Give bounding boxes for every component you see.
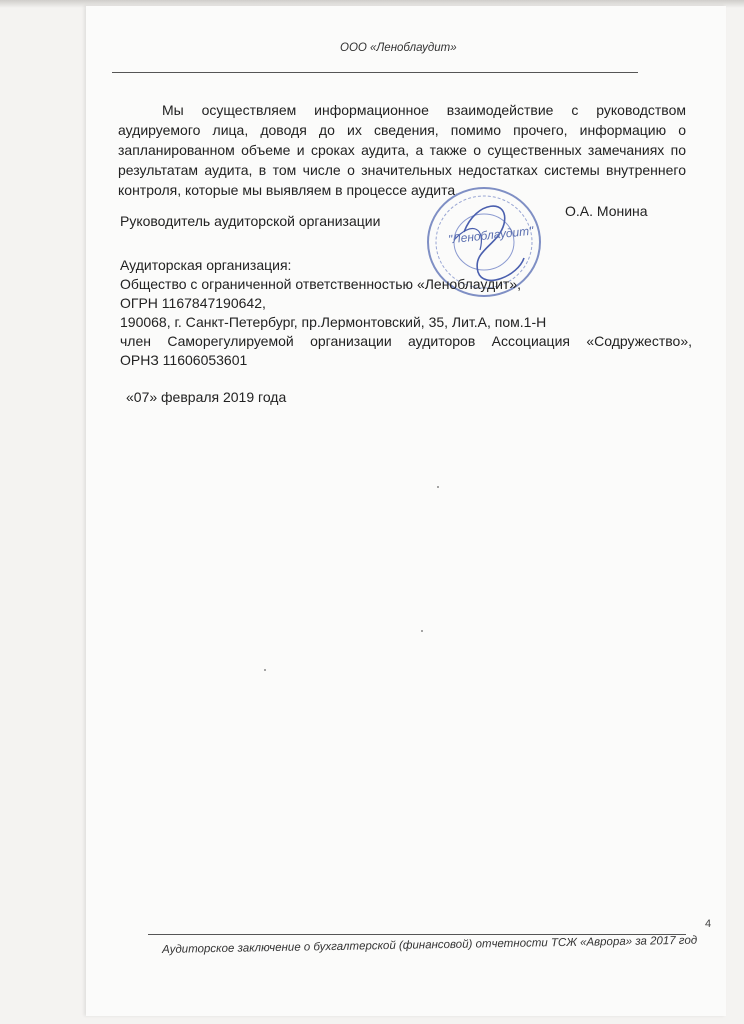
header-divider bbox=[112, 72, 638, 73]
signature-name: О.А. Монина bbox=[565, 203, 648, 219]
auditor-address: 190068, г. Санкт-Петербург, пр.Лермонтовский, 35, Лит.А, пом.1-Н bbox=[120, 314, 547, 330]
auditor-details bbox=[120, 256, 692, 370]
auditor-orn: ОРНЗ 11606053601 bbox=[120, 352, 248, 368]
auditor-company: Общество с ограниченной ответственностью «Леноблаудит», bbox=[120, 276, 522, 292]
auditor-ogrn: ОГРН 1167847190642, bbox=[120, 295, 266, 311]
page-number: 4 bbox=[705, 918, 712, 930]
scan-speck bbox=[421, 630, 423, 632]
signature-role: Руководитель аудиторской организации bbox=[120, 213, 381, 229]
auditor-membership: член Саморегулируемой организации аудиторов Ассоциация «Содружество», bbox=[120, 333, 692, 349]
document-date: «07» февраля 2019 года bbox=[126, 389, 287, 405]
body-paragraph: Мы осуществляем информационное взаимодействие с руководством аудируемого лица, доводя до их сведения, помимо прочего, информацию о запланированном объеме и сроках аудита, а также о существенных замечаниях по результатам аудита, в том числе о значительных недостатках системы внутреннего контроля, которые мы выявляем в процессе аудита. bbox=[118, 102, 686, 198]
header-company: ООО «Леноблаудит» bbox=[340, 42, 457, 54]
scan-speck bbox=[437, 486, 439, 488]
footer-divider bbox=[148, 934, 686, 935]
auditor-heading: Аудиторская организация: bbox=[120, 257, 292, 273]
scan-speck bbox=[264, 669, 266, 671]
seal-lettering: "Леноблаудит" bbox=[447, 223, 535, 247]
footer-title: Аудиторское заключение о бухгалтерской (финансовой) отчетности ТСЖ «Аврора» за 2017 год bbox=[162, 934, 698, 956]
